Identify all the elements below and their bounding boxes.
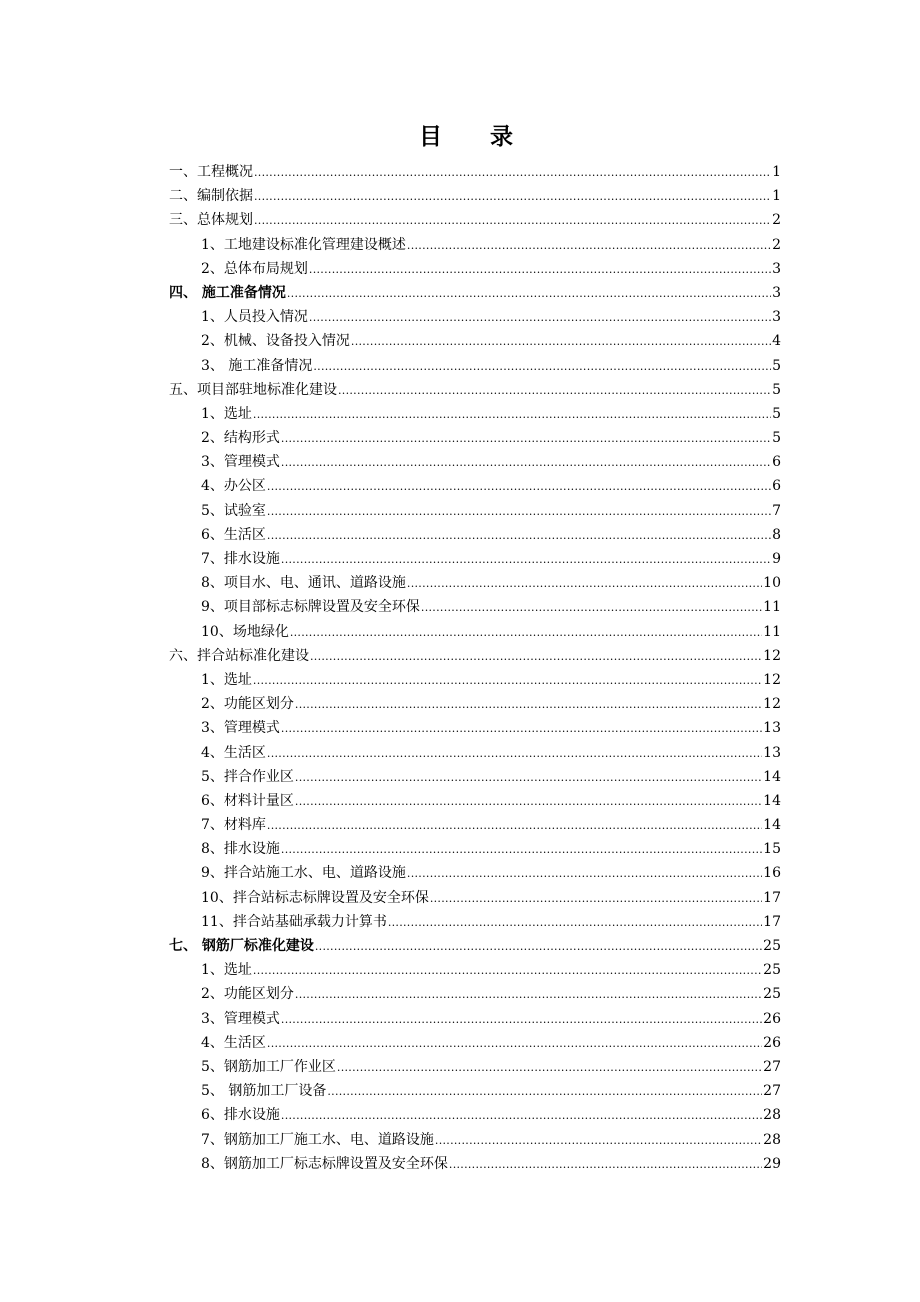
- toc-entry[interactable]: [169, 886, 781, 910]
- toc-dot-leader: [267, 524, 771, 548]
- toc-page-number: 2: [772, 212, 781, 229]
- toc-entry-label: 8、项目水、电、通讯、道路设施: [201, 575, 406, 592]
- toc-dot-leader: [281, 427, 771, 451]
- toc-entry-label: 7、排水设施: [201, 551, 280, 567]
- toc-page-number: 5: [772, 405, 781, 422]
- toc-entry-label: 七、 钢筋厂标准化建设: [169, 938, 314, 954]
- toc-entry-label: 6、材料计量区: [201, 792, 294, 809]
- toc-entry[interactable]: [169, 620, 781, 644]
- toc-page-number: 1: [772, 164, 781, 180]
- toc-entry-label: 6、排水设施: [201, 1107, 280, 1124]
- toc-page-number: 6: [772, 478, 781, 495]
- toc-dot-leader: [310, 645, 762, 669]
- toc-dot-leader: [267, 1032, 762, 1056]
- toc-entry[interactable]: [169, 499, 781, 523]
- toc-entry-label: 10、场地绿化: [201, 623, 289, 640]
- toc-entry[interactable]: [169, 982, 781, 1006]
- toc-entry-label: 5、试验室: [201, 502, 266, 519]
- toc-page-number: 29: [763, 1155, 781, 1172]
- toc-entry[interactable]: [169, 233, 781, 257]
- toc-entry-label: 4、生活区: [201, 744, 266, 761]
- toc-dot-leader: [315, 935, 762, 959]
- toc-entry[interactable]: [169, 595, 781, 619]
- toc-dot-leader: [338, 379, 771, 403]
- toc-page-number: 2: [772, 236, 781, 253]
- toc-entry-label: 4、生活区: [201, 1034, 266, 1051]
- toc-entry[interactable]: [169, 257, 781, 281]
- toc-page-number: 11: [763, 599, 781, 616]
- toc-page-number: 8: [772, 526, 781, 543]
- toc-entry[interactable]: [169, 450, 781, 474]
- toc-dot-leader: [253, 403, 771, 427]
- toc-dot-leader: [295, 766, 762, 790]
- table-of-contents: [169, 160, 781, 1176]
- toc-entry[interactable]: [169, 378, 781, 402]
- toc-page-number: 27: [763, 1058, 781, 1075]
- toc-entry[interactable]: [169, 910, 781, 934]
- toc-entry[interactable]: [169, 523, 781, 547]
- toc-entry-label: 5、 钢筋加工厂设备: [201, 1083, 327, 1100]
- toc-entry[interactable]: [169, 281, 781, 305]
- toc-entry-label: 二、编制依据: [169, 188, 253, 205]
- toc-page-number: 5: [772, 357, 781, 374]
- toc-dot-leader: [254, 209, 771, 233]
- toc-entry[interactable]: [169, 329, 781, 353]
- toc-page-number: 3: [772, 260, 781, 277]
- toc-entry[interactable]: [169, 1103, 781, 1127]
- toc-entry-label: 3、 施工准备情况: [201, 357, 313, 374]
- toc-dot-leader: [421, 596, 762, 620]
- toc-entry-label: 7、材料库: [201, 817, 266, 834]
- toc-entry-label: 1、人员投入情况: [201, 309, 308, 326]
- toc-entry[interactable]: [169, 426, 781, 450]
- toc-entry-label: 一、工程概况: [169, 164, 253, 180]
- toc-page-number: 14: [763, 792, 781, 809]
- toc-dot-leader: [281, 717, 762, 741]
- toc-page-number: 25: [763, 986, 781, 1003]
- toc-entry-label: 5、钢筋加工厂作业区: [201, 1058, 336, 1075]
- toc-page-number: 4: [772, 333, 781, 350]
- toc-entry-label: 六、拌合站标准化建设: [169, 647, 309, 664]
- toc-entry-label: 7、钢筋加工厂施工水、电、道路设施: [201, 1131, 434, 1148]
- toc-entry[interactable]: [169, 208, 781, 232]
- toc-entry-label: 11、拌合站基础承载力计算书: [201, 913, 387, 930]
- toc-entry[interactable]: [169, 354, 781, 378]
- toc-page-number: 14: [763, 817, 781, 834]
- toc-entry[interactable]: [169, 741, 781, 765]
- toc-entry[interactable]: [169, 184, 781, 208]
- toc-page-number: 13: [763, 720, 781, 737]
- toc-page-number: 27: [763, 1083, 781, 1100]
- toc-dot-leader: [281, 548, 771, 572]
- toc-dot-leader: [281, 838, 762, 862]
- toc-page-number: 11: [763, 623, 781, 640]
- toc-entry-label: 1、选址: [201, 405, 252, 422]
- toc-entry-label: 6、生活区: [201, 526, 266, 543]
- toc-dot-leader: [327, 1080, 762, 1104]
- toc-entry[interactable]: [169, 160, 781, 184]
- toc-dot-leader: [295, 983, 762, 1007]
- toc-dot-leader: [430, 887, 762, 911]
- toc-dot-leader: [254, 185, 771, 209]
- toc-entry-label: 9、拌合站施工水、电、道路设施: [201, 865, 406, 882]
- toc-entry[interactable]: [169, 716, 781, 740]
- toc-dot-leader: [281, 1008, 762, 1032]
- toc-entry-label: 1、选址: [201, 962, 252, 979]
- toc-page-number: 17: [763, 913, 781, 930]
- toc-entry[interactable]: [169, 305, 781, 329]
- toc-entry[interactable]: [169, 1007, 781, 1031]
- toc-page-number: 12: [763, 696, 781, 713]
- toc-page-number: 1: [772, 188, 781, 205]
- toc-dot-leader: [267, 814, 762, 838]
- toc-dot-leader: [281, 451, 771, 475]
- toc-entry[interactable]: [169, 668, 781, 692]
- toc-entry[interactable]: [169, 1055, 781, 1079]
- toc-entry-label: 8、排水设施: [201, 841, 280, 858]
- toc-page-number: 6: [772, 454, 781, 471]
- toc-page-number: 16: [763, 865, 781, 882]
- toc-page-number: 12: [763, 671, 781, 688]
- toc-dot-leader: [388, 911, 762, 935]
- toc-entry-label: 3、管理模式: [201, 1010, 280, 1027]
- toc-dot-leader: [351, 330, 771, 354]
- toc-entry[interactable]: [169, 571, 781, 595]
- toc-entry-label: 4、办公区: [201, 478, 266, 495]
- toc-dot-leader: [337, 1056, 762, 1080]
- toc-entry[interactable]: [169, 547, 781, 571]
- toc-page-number: 17: [763, 889, 781, 906]
- toc-page-number: 5: [772, 430, 781, 447]
- toc-dot-leader: [309, 306, 771, 330]
- toc-dot-leader: [253, 669, 762, 693]
- toc-page-number: 5: [772, 381, 781, 398]
- toc-dot-leader: [267, 742, 762, 766]
- toc-entry-label: 1、工地建设标准化管理建设概述: [201, 236, 406, 253]
- toc-dot-leader: [254, 161, 771, 185]
- toc-dot-leader: [253, 959, 762, 983]
- toc-dot-leader: [407, 572, 762, 596]
- toc-entry[interactable]: [169, 692, 781, 716]
- toc-dot-leader: [295, 790, 762, 814]
- toc-dot-leader: [449, 1153, 762, 1177]
- toc-entry-label: 5、拌合作业区: [201, 768, 294, 785]
- toc-entry[interactable]: [169, 644, 781, 668]
- toc-entry-label: 9、项目部标志标牌设置及安全环保: [201, 599, 420, 616]
- toc-dot-leader: [435, 1129, 762, 1153]
- toc-page-number: 26: [763, 1010, 781, 1027]
- toc-page-number: 26: [763, 1034, 781, 1051]
- toc-page-number: 12: [763, 647, 781, 664]
- toc-entry-label: 五、项目部驻地标准化建设: [169, 381, 337, 398]
- toc-entry-label: 3、管理模式: [201, 720, 280, 737]
- toc-entry[interactable]: [169, 1079, 781, 1103]
- toc-entry[interactable]: [169, 813, 781, 837]
- toc-entry[interactable]: [169, 789, 781, 813]
- toc-entry[interactable]: [169, 1152, 781, 1176]
- toc-page-number: 3: [772, 284, 781, 301]
- toc-title: 目 录: [418, 123, 533, 150]
- toc-dot-leader: [407, 862, 762, 886]
- toc-dot-leader: [290, 621, 762, 645]
- toc-page-number: 10: [763, 575, 781, 592]
- toc-entry-label: 3、管理模式: [201, 454, 280, 471]
- toc-dot-leader: [267, 475, 771, 499]
- toc-entry-label: 10、拌合站标志标牌设置及安全环保: [201, 889, 429, 906]
- toc-dot-leader: [281, 1104, 762, 1128]
- toc-dot-leader: [267, 500, 771, 524]
- toc-entry-label: 1、选址: [201, 671, 252, 688]
- toc-entry[interactable]: [169, 958, 781, 982]
- toc-entry[interactable]: [169, 861, 781, 885]
- toc-entry-label: 三、总体规划: [169, 212, 253, 229]
- toc-page-number: 15: [763, 841, 781, 858]
- toc-dot-leader: [309, 258, 771, 282]
- toc-dot-leader: [287, 282, 771, 306]
- toc-page-number: 3: [772, 309, 781, 326]
- toc-page-number: 28: [763, 1131, 781, 1148]
- toc-entry[interactable]: [169, 1128, 781, 1152]
- toc-page-number: 13: [763, 744, 781, 761]
- toc-entry[interactable]: [169, 765, 781, 789]
- toc-entry-label: 8、钢筋加工厂标志标牌设置及安全环保: [201, 1155, 448, 1172]
- toc-entry[interactable]: [169, 837, 781, 861]
- toc-entry-label: 四、 施工准备情况: [169, 284, 286, 301]
- toc-entry[interactable]: [169, 474, 781, 498]
- toc-dot-leader: [313, 355, 771, 379]
- toc-entry[interactable]: [169, 1031, 781, 1055]
- toc-page-number: 25: [763, 938, 781, 954]
- toc-dot-leader: [295, 693, 762, 717]
- toc-page-number: 28: [763, 1107, 781, 1124]
- toc-entry[interactable]: [169, 402, 781, 426]
- toc-entry-label: 2、结构形式: [201, 430, 280, 447]
- toc-entry-label: 2、功能区划分: [201, 696, 294, 713]
- toc-dot-leader: [407, 234, 771, 258]
- toc-entry-label: 2、功能区划分: [201, 986, 294, 1003]
- toc-page-number: 9: [772, 551, 781, 567]
- toc-entry[interactable]: [169, 934, 781, 958]
- toc-page-number: 25: [763, 962, 781, 979]
- toc-entry-label: 2、机械、设备投入情况: [201, 333, 350, 350]
- toc-page-number: 7: [772, 502, 781, 519]
- toc-page-number: 14: [763, 768, 781, 785]
- toc-entry-label: 2、总体布局规划: [201, 260, 308, 277]
